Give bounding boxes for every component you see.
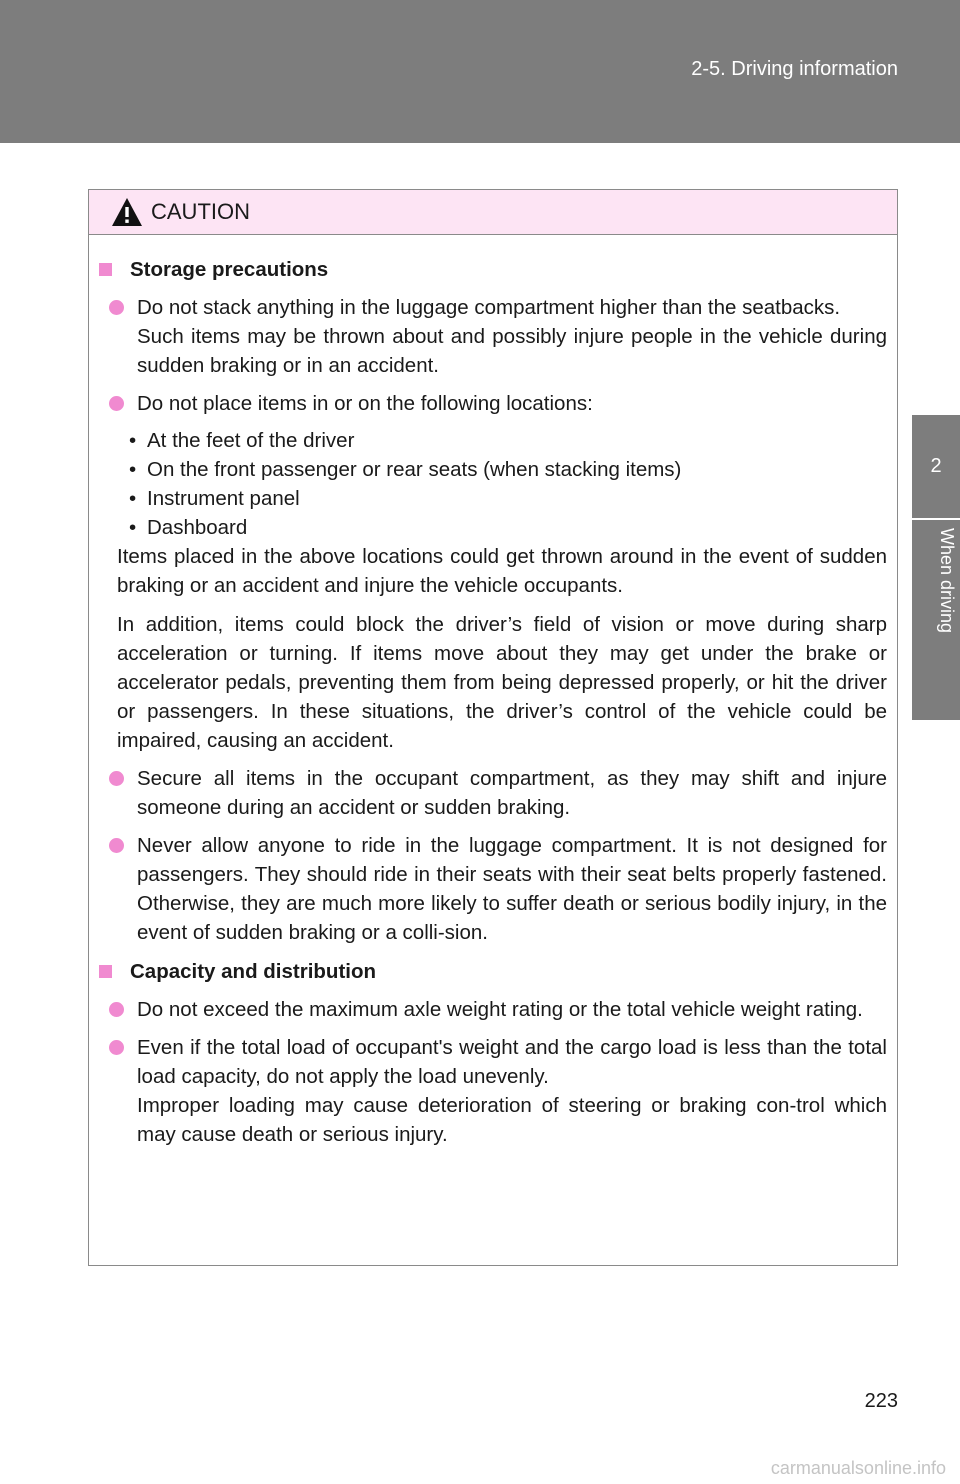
- item-text: Secure all items in the occupant compartment, as they may shift and injure someone during an accident or sudden braking.: [137, 767, 887, 819]
- caution-title: CAUTION: [151, 199, 250, 224]
- caution-content: [89, 235, 897, 1149]
- bullet-icon: [109, 1040, 124, 1055]
- location-item: • On the front passenger or rear seats (when stacking items): [129, 455, 897, 484]
- bullet-icon: [109, 396, 124, 411]
- caution-box: [88, 189, 898, 1266]
- location-item: • At the feet of the driver: [129, 426, 897, 455]
- list-item: [89, 831, 897, 947]
- watermark: carmanualsonline.info: [770, 1458, 946, 1478]
- bullet-icon: [109, 838, 124, 853]
- list-item: [89, 293, 897, 380]
- list-item: [89, 995, 897, 1024]
- bullet-icon: [109, 771, 124, 786]
- item-text: Such items may be thrown about and possibly injure people in the vehicle during sudden braking or in an accident.: [137, 325, 887, 377]
- section-title: 2-5. Driving information: [691, 58, 898, 80]
- list-item: [89, 1033, 897, 1149]
- location-item: • Dashboard: [129, 513, 897, 542]
- item-text: Do not exceed the maximum axle weight rating or the total vehicle weight rating.: [137, 998, 863, 1021]
- item-text: Even if the total load of occupant's weight and the cargo load is less than the total load capacity, do not apply the load unevenly.: [137, 1036, 887, 1088]
- chapter-tab-number: 2: [912, 415, 960, 518]
- bullet-icon: [109, 1002, 124, 1017]
- chapter-tab-label: [912, 520, 960, 720]
- section-heading-storage: Storage precautions: [89, 255, 897, 284]
- page-number: 223: [864, 1390, 898, 1412]
- bullet-icon: [109, 300, 124, 315]
- page-header: [0, 0, 960, 143]
- chapter-label-text: When driving: [937, 528, 957, 634]
- list-item: [89, 389, 897, 418]
- item-text: Improper loading may cause deterioration of steering or braking con-trol which may cause death or serious injury.: [137, 1094, 887, 1146]
- paragraph: Items placed in the above locations could get thrown around in the event of sudden braking or an accident and injure the vehicle occupants.: [117, 545, 887, 597]
- location-item: • Instrument panel: [129, 484, 897, 513]
- location-list: [89, 426, 897, 542]
- list-item: [89, 764, 897, 822]
- paragraph: In addition, items could block the driver’s field of vision or move during sharp acceleration or turning. If items move about they may get under the brake or accelerator pedals, preventing them from being depressed properly, or hit the driver or passengers. In these situations, the driver’s control of the vehicle could be impaired, causing an accident.: [117, 613, 887, 752]
- item-text: Do not place items in or on the following locations:: [137, 392, 593, 415]
- caution-header: [89, 190, 897, 235]
- item-text: Do not stack anything in the luggage compartment higher than the seatbacks.: [137, 296, 841, 319]
- item-text: Never allow anyone to ride in the luggage compartment. It is not designed for passengers. They should ride in their seats with their seat belts properly fastened. Otherwise, they are much more likely to suffer death or serious bodily injury, in the event of sudden braking or a colli-sion.: [137, 834, 887, 944]
- warning-triangle-icon: [111, 197, 143, 227]
- section-heading-capacity: Capacity and distribution: [89, 957, 897, 986]
